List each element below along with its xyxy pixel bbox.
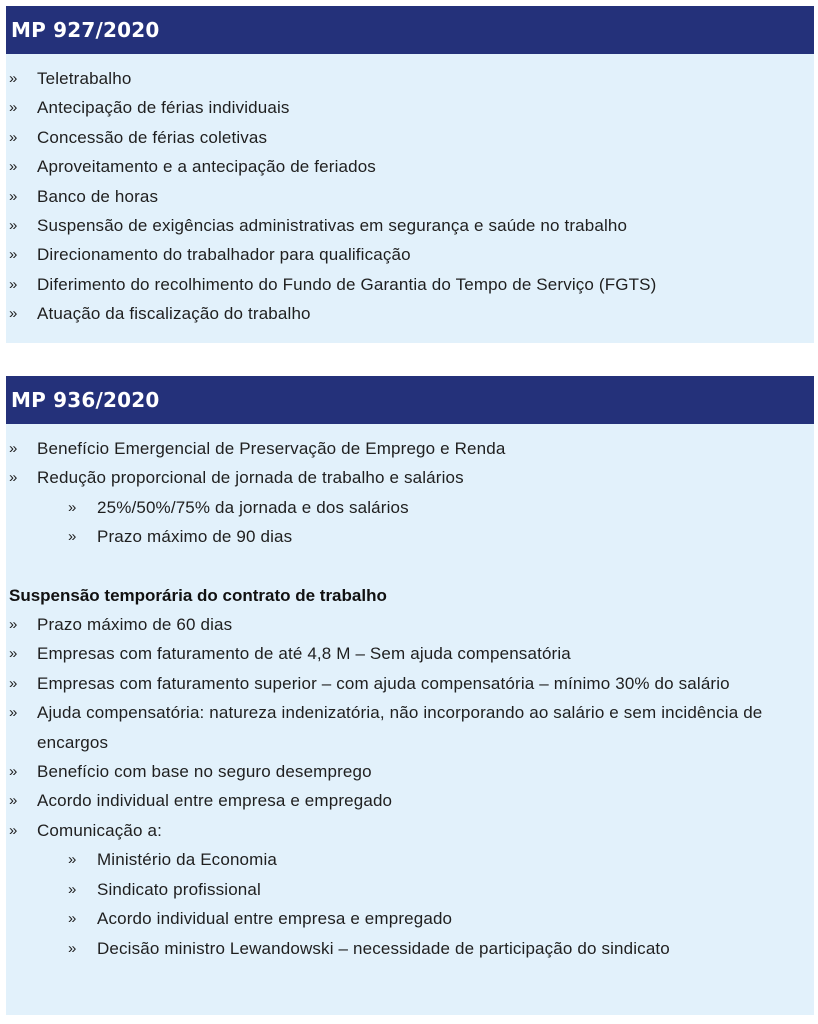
list-item-text: Antecipação de férias individuais bbox=[37, 98, 290, 118]
list-item bbox=[6, 93, 814, 122]
bullet-icon: » bbox=[9, 616, 18, 634]
sub-list-item bbox=[6, 845, 814, 874]
sub-list-item bbox=[6, 934, 814, 963]
mp-936-title: MP 936/2020 bbox=[11, 388, 160, 412]
list-item-text: Atuação da fiscalização do trabalho bbox=[37, 304, 311, 324]
mp-927-title: MP 927/2020 bbox=[11, 18, 160, 42]
bullet-icon: » bbox=[68, 939, 77, 957]
section-spacer bbox=[6, 552, 814, 581]
list-item bbox=[6, 240, 814, 269]
list-item bbox=[6, 123, 814, 152]
bullet-icon: » bbox=[9, 469, 18, 487]
section-heading: Suspensão temporária do contrato de trabalho bbox=[9, 585, 387, 605]
list-item-text: Prazo máximo de 90 dias bbox=[97, 527, 293, 547]
list-item-text: Empresas com faturamento de até 4,8 M – Sem ajuda compensatória bbox=[37, 644, 571, 664]
list-item-text: Ajuda compensatória: natureza indenizatória, não incorporando ao salário e sem incidência de encargos bbox=[37, 703, 763, 752]
list-item bbox=[6, 757, 814, 786]
bullet-icon: » bbox=[9, 187, 18, 205]
list-item bbox=[6, 64, 814, 93]
list-item bbox=[6, 463, 814, 492]
mp-927-list bbox=[6, 64, 814, 329]
bullet-icon: » bbox=[9, 645, 18, 663]
list-item bbox=[6, 211, 814, 240]
bullet-icon: » bbox=[9, 70, 18, 87]
suspension-list bbox=[6, 610, 814, 963]
mp-936-header bbox=[6, 376, 814, 424]
mp-927-header bbox=[6, 6, 814, 54]
bullet-icon: » bbox=[68, 880, 77, 898]
list-item-text: Banco de horas bbox=[37, 186, 159, 206]
list-item-text: Concessão de férias coletivas bbox=[37, 127, 268, 147]
list-item bbox=[6, 610, 814, 639]
list-item-text: Acordo individual entre empresa e empregado bbox=[97, 909, 453, 929]
list-item bbox=[6, 639, 814, 668]
list-item-text: Comunicação a: bbox=[37, 820, 162, 840]
list-item-text: Benefício Emergencial de Preservação de Emprego e Renda bbox=[37, 439, 506, 458]
bullet-icon: » bbox=[9, 821, 18, 839]
list-item-text: Sindicato profissional bbox=[97, 879, 261, 899]
mp-936-list bbox=[6, 434, 814, 552]
list-item bbox=[6, 816, 814, 845]
list-item bbox=[6, 182, 814, 211]
sub-list-item bbox=[6, 904, 814, 933]
bullet-icon: » bbox=[9, 674, 18, 692]
list-item bbox=[6, 434, 814, 463]
list-item bbox=[6, 786, 814, 815]
bullet-icon: » bbox=[68, 910, 77, 928]
bullet-icon: » bbox=[9, 763, 18, 781]
list-item-text: Direcionamento do trabalhador para qualificação bbox=[37, 245, 411, 265]
bullet-icon: » bbox=[68, 528, 77, 546]
list-item-text: Suspensão de exigências administrativas em segurança e saúde no trabalho bbox=[37, 216, 628, 236]
bullet-icon: » bbox=[9, 305, 18, 323]
sub-list-item bbox=[6, 875, 814, 904]
list-item bbox=[6, 299, 814, 328]
bullet-icon: » bbox=[68, 498, 77, 516]
list-item-text: 25%/50%/75% da jornada e dos salários bbox=[97, 497, 409, 517]
mp-927-panel bbox=[6, 6, 814, 343]
bullet-icon: » bbox=[9, 158, 18, 176]
mp-936-body bbox=[6, 424, 814, 1015]
mp-936-panel bbox=[6, 376, 814, 1015]
list-item-text: Prazo máximo de 60 dias bbox=[37, 615, 233, 635]
sub-list-item bbox=[6, 493, 814, 522]
bullet-icon: » bbox=[9, 99, 18, 117]
list-item bbox=[6, 270, 814, 299]
list-item bbox=[6, 152, 814, 181]
list-item-text: Empresas com faturamento superior – com ajuda compensatória – mínimo 30% do salário bbox=[37, 673, 730, 693]
sub-list-item bbox=[6, 522, 814, 551]
bullet-icon: » bbox=[9, 217, 18, 235]
list-item bbox=[6, 669, 814, 698]
mp-927-body bbox=[6, 54, 814, 343]
list-item-text: Teletrabalho bbox=[37, 69, 132, 88]
list-item-text: Ministério da Economia bbox=[97, 850, 277, 870]
list-item-text: Decisão ministro Lewandowski – necessidade de participação do sindicato bbox=[97, 938, 670, 958]
list-item-text: Acordo individual entre empresa e empregado bbox=[37, 791, 393, 811]
bullet-icon: » bbox=[9, 792, 18, 810]
bullet-icon: » bbox=[9, 704, 18, 722]
bullet-icon: » bbox=[9, 246, 18, 264]
list-item-text: Aproveitamento e a antecipação de feriados bbox=[37, 157, 376, 177]
bullet-icon: » bbox=[68, 851, 77, 869]
bullet-icon: » bbox=[9, 128, 18, 146]
bullet-icon: » bbox=[9, 275, 18, 293]
bullet-icon: » bbox=[9, 440, 18, 457]
list-item bbox=[6, 698, 814, 757]
list-item-text: Diferimento do recolhimento do Fundo de Garantia do Tempo de Serviço (FGTS) bbox=[37, 274, 657, 294]
list-item-text: Benefício com base no seguro desemprego bbox=[37, 762, 372, 782]
list-item-text: Redução proporcional de jornada de trabalho e salários bbox=[37, 468, 464, 488]
